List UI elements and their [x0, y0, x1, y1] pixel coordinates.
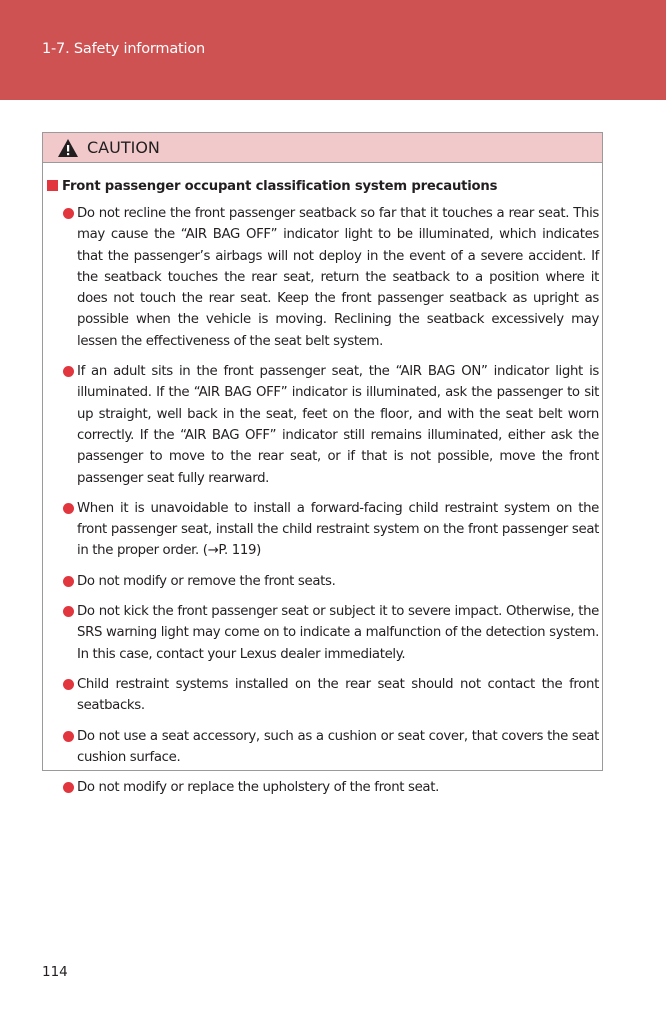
caution-header — [43, 133, 602, 163]
list-item — [63, 726, 599, 769]
caution-list — [63, 203, 599, 807]
list-item-text: Child restraint systems installed on the rear seat should not contact the front seatbacks. — [77, 676, 599, 714]
list-item-text: If an adult sits in the front passenger seat, the “AIR BAG ON” indicator light is illuminated. If the “AIR BAG OFF” indicator is illuminated, ask the passenger to sit up straight, well back in the seat, feet on the floor, and with the seat belt worn correctly. If the “AIR BAG OFF” indicator still remains illuminated, either ask the passenger to move to the rear seat, or if that is not possible, move the front passenger seat fully rearward. — [77, 364, 599, 486]
bullet-icon — [63, 503, 74, 514]
bullet-icon — [63, 606, 74, 617]
list-item-text: Do not recline the front passenger seatback so far that it touches a rear seat. This may cause the “AIR BAG OFF” indicator light to be illuminated, which indicates that the passenger’s airbags will not deploy in the event of a severe accident. If the seatback touches the rear seat, return the seatback to a position where it does not touch the rear seat. Keep the front passenger seatback as upright as possible when the vehicle is moving. Reclining the seatback excessively may lessen the effectiveness of the seat belt system. — [77, 206, 599, 349]
section-title: 1-7. Safety information — [42, 41, 205, 57]
caution-heading-text: Front passenger occupant classification system precautions — [62, 179, 498, 194]
list-item-text: Do not kick the front passenger seat or subject it to severe impact. Otherwise, the SRS warning light may come on to indicate a malfunction of the detection system. In this case, contact your Lexus dealer immediately. — [77, 604, 599, 662]
square-bullet-icon — [47, 180, 58, 191]
list-item — [63, 203, 599, 352]
caution-box — [42, 132, 603, 796]
list-item-text: Do not modify or replace the upholstery of the front seat. — [77, 780, 439, 796]
caution-heading — [47, 179, 497, 194]
list-item-text: Do not modify or remove the front seats. — [77, 573, 336, 589]
bullet-icon — [63, 576, 74, 587]
list-item — [63, 571, 599, 592]
section-header-band — [0, 0, 666, 100]
warning-triangle-icon — [57, 138, 79, 158]
bullet-icon — [63, 366, 74, 377]
list-item — [63, 777, 599, 798]
bullet-icon — [63, 782, 74, 793]
list-item — [63, 361, 599, 489]
list-item-text: When it is unavoidable to install a forward-facing child restraint system on the front passenger seat, install the child restraint system on the front passenger seat in the proper order. (→P. 119) — [77, 500, 599, 559]
list-item-text: Do not use a seat accessory, such as a cushion or seat cover, that covers the seat cushion surface. — [77, 728, 599, 765]
bullet-icon — [63, 208, 74, 219]
bullet-icon — [63, 731, 74, 742]
list-item — [63, 601, 599, 665]
list-item — [63, 674, 599, 717]
caution-label: CAUTION — [87, 138, 160, 157]
list-item — [63, 498, 599, 562]
page-number: 114 — [42, 964, 68, 980]
bullet-icon — [63, 679, 74, 690]
